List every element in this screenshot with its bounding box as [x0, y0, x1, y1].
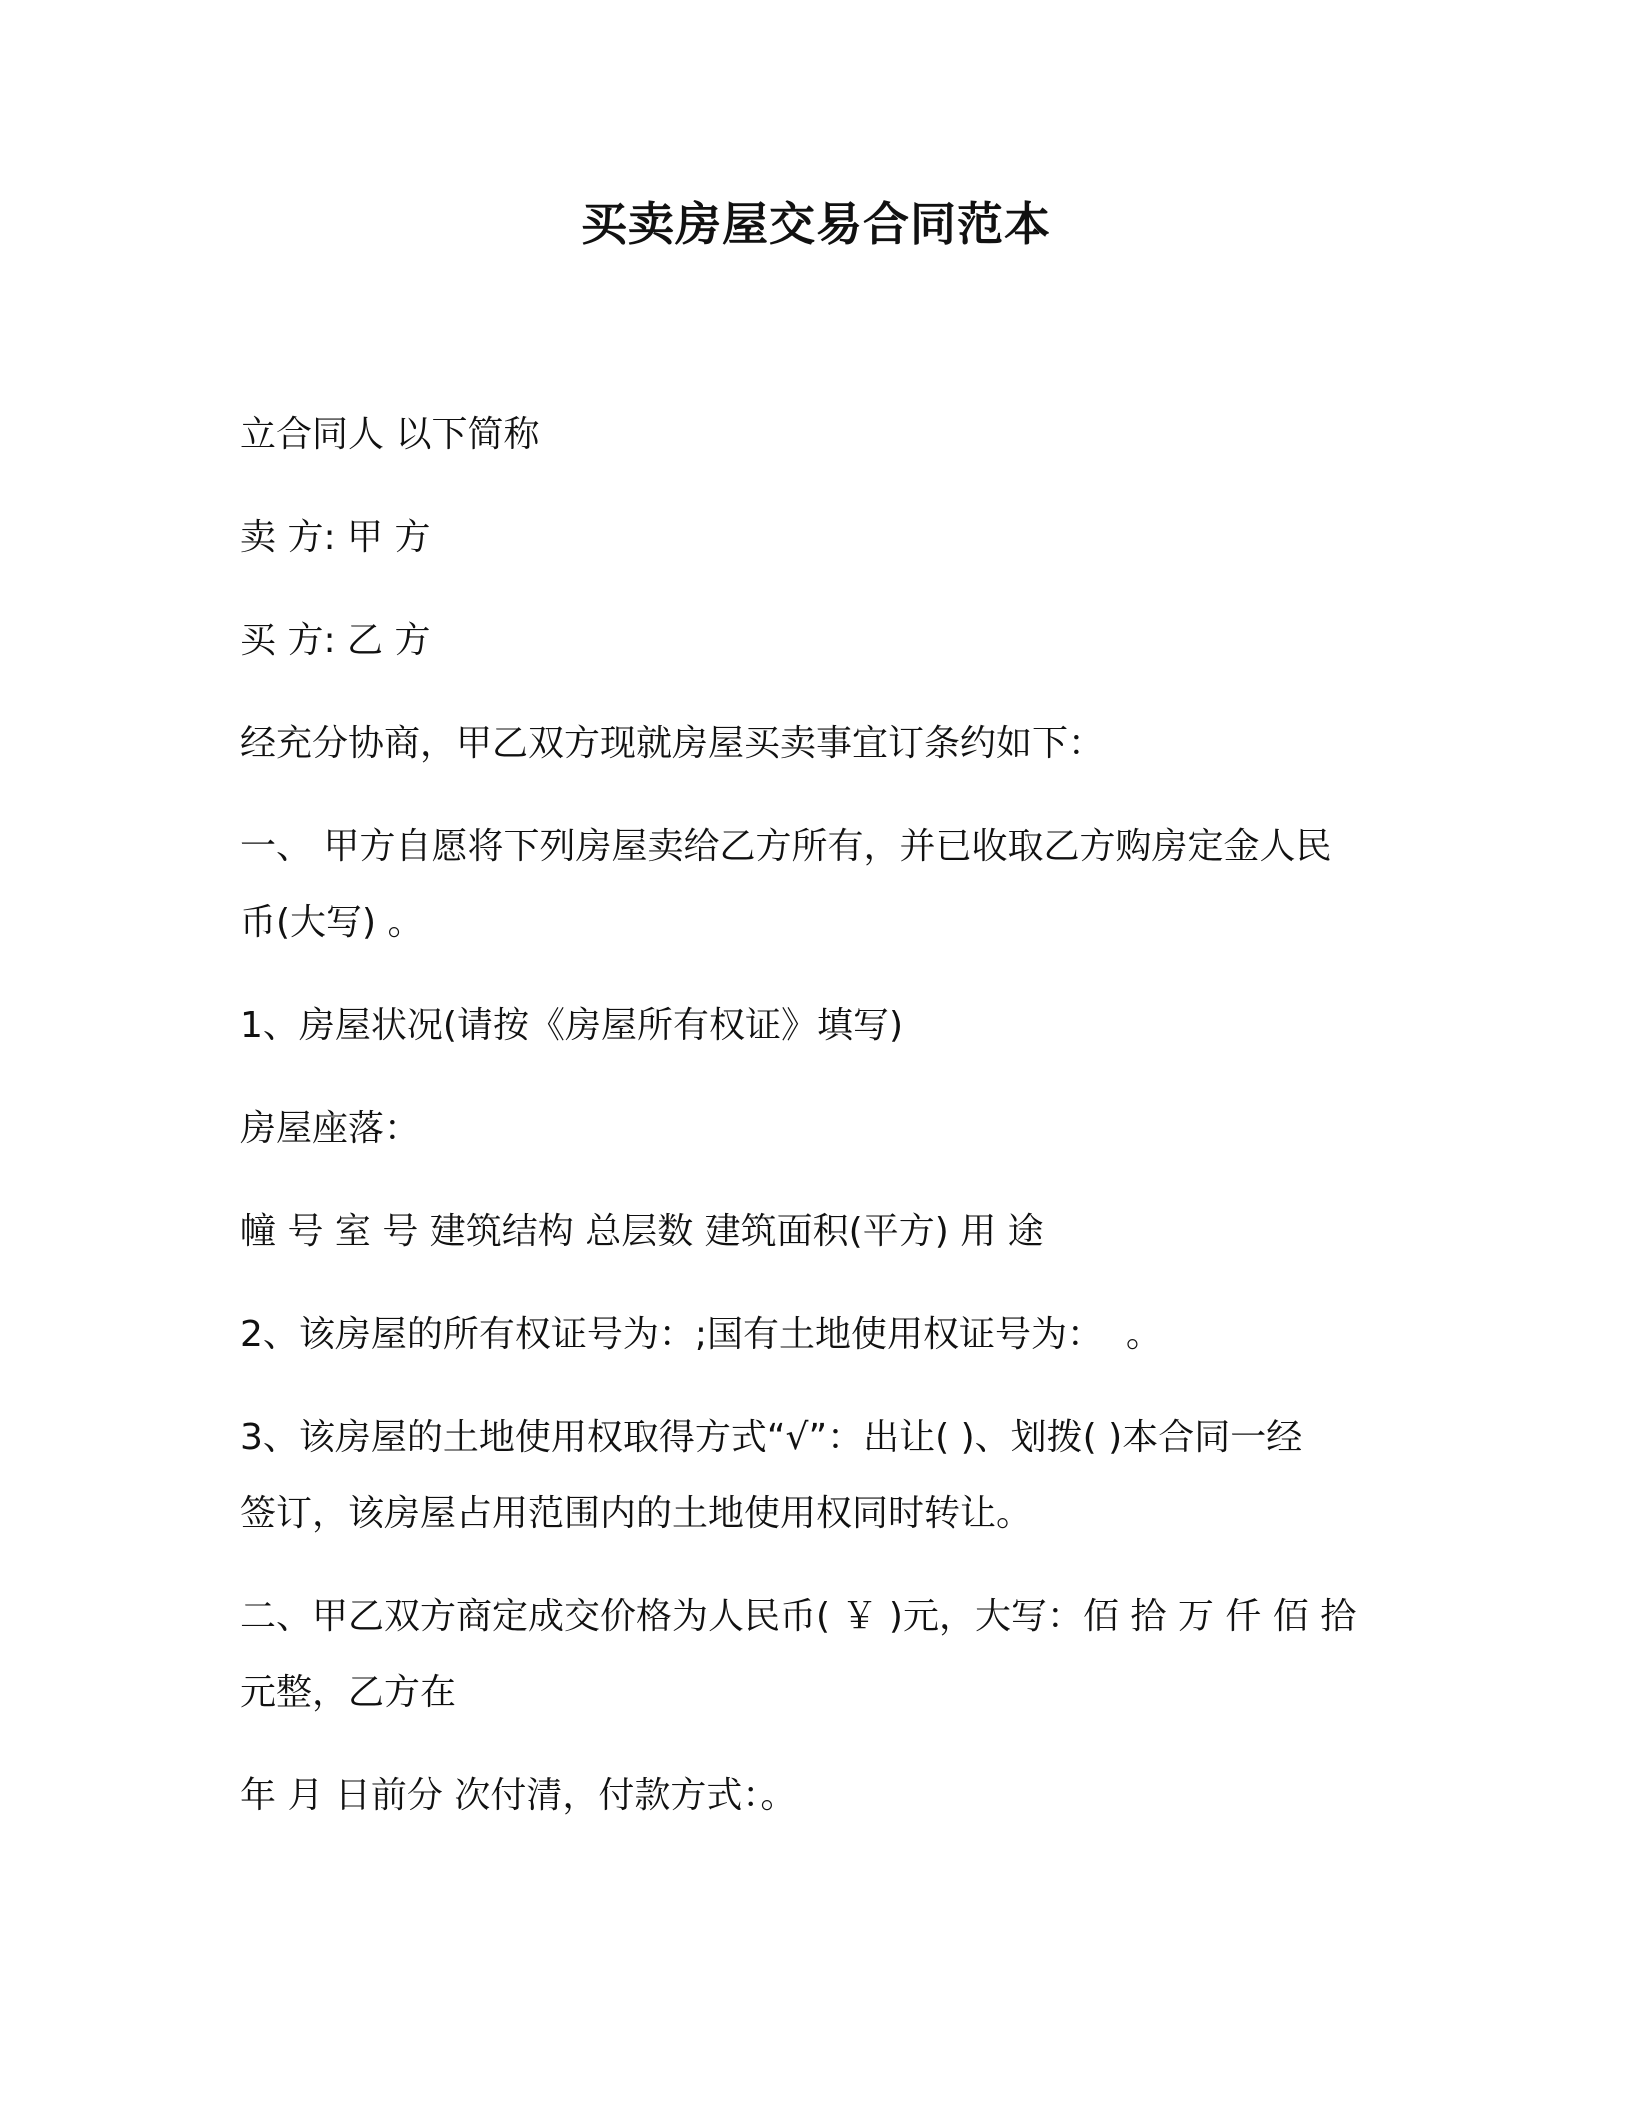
agreement-preamble: 经充分协商，甲乙双方现就房屋买卖事宜订条约如下：	[240, 723, 1105, 764]
clause-1-line-1: 一、 甲方自愿将下列房屋卖给乙方所有，并已收取乙方购房定金人民	[240, 826, 1332, 867]
certificate-numbers: 2、该房屋的所有权证号为：;国有土地使用权证号为： 。	[240, 1314, 1162, 1355]
land-use-line-1: 3、该房屋的土地使用权取得方式“√”：出让( )、划拨( )本合同一经	[240, 1417, 1303, 1458]
house-fields-row: 幢 号 室 号 建筑结构 总层数 建筑面积(平方) 用 途	[240, 1211, 1044, 1252]
buyer-line: 买 方: 乙 方	[240, 620, 431, 661]
parties-intro: 立合同人 以下简称	[240, 414, 540, 455]
clause-1-line-2: 币(大写) 。	[240, 902, 424, 943]
price-line-2: 元整，乙方在	[240, 1672, 457, 1713]
payment-terms: 年 月 日前分 次付清，付款方式：。	[240, 1775, 797, 1816]
document-title: 买卖房屋交易合同范本	[581, 197, 1051, 251]
price-line-1: 二、甲乙双方商定成交价格为人民币( ￥ )元，大写：佰 拾 万 仟 佰 拾	[240, 1596, 1357, 1637]
land-use-line-2: 签订，该房屋占用范围内的土地使用权同时转让。	[240, 1493, 1033, 1534]
house-location: 房屋座落：	[240, 1108, 421, 1149]
house-status-heading: 1、房屋状况(请按《房屋所有权证》填写)	[240, 1005, 903, 1046]
seller-line: 卖 方: 甲 方	[240, 517, 431, 558]
